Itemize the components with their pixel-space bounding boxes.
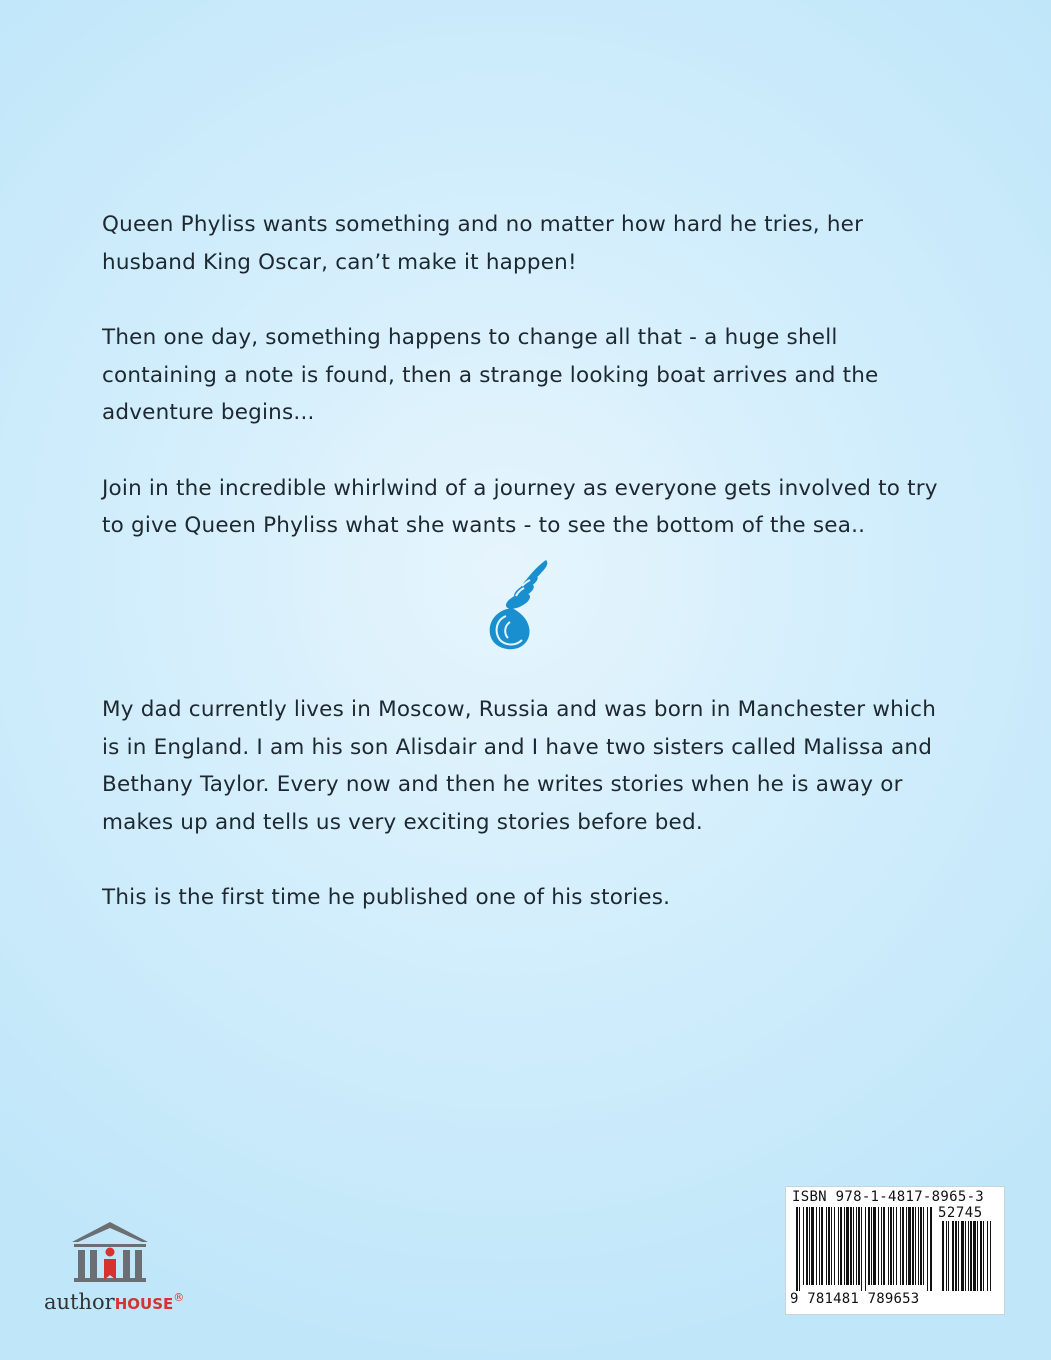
blurb-paragraph: Then one day, something happens to change all that - a huge shell containing a note is found, then a strange looking boat arrives and the adventure begins...: [102, 325, 879, 425]
barcode-bar: [902, 1207, 904, 1285]
barcode-addon-bar: [948, 1221, 949, 1291]
barcode-bar: [908, 1207, 911, 1285]
barcode-digits: 9 781481 789653: [790, 1291, 920, 1307]
barcode-bar: [816, 1207, 817, 1285]
barcode-addon-bar: [977, 1221, 978, 1291]
seashell-icon: [484, 558, 564, 654]
barcode-bar: [871, 1207, 872, 1285]
barcode-addon-bar: [968, 1221, 969, 1291]
barcode-bar: [828, 1207, 830, 1285]
publisher-name: [44, 1290, 184, 1314]
barcode-bar: [915, 1207, 916, 1285]
barcode-addon-bar: [973, 1221, 976, 1291]
publisher-name-part1: author: [44, 1290, 115, 1314]
blurb-paragraph: Join in the incredible whirlwind of a journey as everyone gets involved to try to give Queen Phyliss what she wants - to see the bottom of the sea..: [102, 475, 938, 538]
barcode-bar: [888, 1207, 889, 1285]
isbn-number: ISBN 978-1-4817-8965-3: [792, 1189, 985, 1205]
barcode-addon-bar: [990, 1221, 991, 1291]
barcode-bar: [906, 1207, 907, 1285]
blurb-text: [102, 206, 950, 583]
barcode-addon-bar: [983, 1221, 984, 1291]
barcode-bar: [846, 1207, 849, 1285]
barcode-bar: [923, 1207, 924, 1285]
barcode-bar: [844, 1207, 845, 1285]
blurb-paragraph: Queen Phyliss wants something and no matter how hard he tries, her husband King Oscar, can’t make it happen!: [102, 212, 864, 275]
publisher-name-part2: HOUSE: [114, 1295, 174, 1313]
author-note: [102, 691, 950, 955]
barcode-bar: [806, 1207, 808, 1285]
barcode-addon-bar: [980, 1221, 982, 1291]
barcode-bar: [900, 1207, 901, 1285]
barcode-bar: [799, 1207, 800, 1291]
barcode-bar: [881, 1207, 882, 1285]
barcode-bar: [912, 1207, 914, 1285]
barcode-bar: [918, 1207, 919, 1285]
barcode-bar: [821, 1207, 823, 1285]
barcode-addon-bar: [942, 1221, 944, 1291]
barcode-addon-bar: [970, 1221, 972, 1291]
author-paragraph: This is the first time he published one of his stories.: [102, 885, 671, 910]
barcode-bar: [861, 1207, 862, 1291]
barcode-addon: 52745: [938, 1205, 983, 1221]
barcode-bar: [803, 1207, 804, 1285]
barcode-bar: [826, 1207, 827, 1285]
barcode-bar: [838, 1207, 839, 1285]
barcode-bar: [896, 1207, 897, 1285]
barcode-bar: [865, 1207, 866, 1291]
barcode-bar: [920, 1207, 922, 1285]
barcode-bar: [853, 1207, 854, 1285]
publisher-logo: [44, 1220, 204, 1320]
barcode-bar: [819, 1207, 820, 1285]
registered-mark: ®: [173, 1291, 185, 1304]
barcode-bar: [850, 1207, 852, 1285]
isbn-barcode: [785, 1186, 1005, 1315]
barcode-bar: [858, 1207, 860, 1285]
barcode-bar: [890, 1207, 892, 1285]
barcode-bar: [930, 1207, 932, 1291]
barcode-bar: [834, 1207, 835, 1285]
barcode-addon-bar: [946, 1221, 947, 1291]
barcode-bar: [868, 1207, 870, 1285]
barcode-addon-bar: [955, 1221, 957, 1291]
barcode-bar: [811, 1207, 814, 1285]
barcode-addon-bar: [958, 1221, 959, 1291]
barcode-bar: [840, 1207, 842, 1285]
library-building-icon: [68, 1220, 152, 1284]
barcode-addon-bar: [952, 1221, 954, 1291]
barcode-addon-bar: [987, 1221, 988, 1291]
barcode-bar: [883, 1207, 885, 1285]
barcode-bar: [893, 1207, 894, 1285]
barcode-bar: [873, 1207, 876, 1285]
barcode-bar: [809, 1207, 810, 1285]
barcode-bar: [856, 1207, 857, 1285]
barcode-bar: [831, 1207, 832, 1285]
author-paragraph: My dad currently lives in Moscow, Russia and was born in Manchester which is in England. I am his son Alisdair and I have two sisters called Malissa and Bethany Taylor. Every now and then he writes stories when he is away or makes up and tells us very exciting stories before bed.: [102, 697, 937, 835]
barcode-addon-bar: [965, 1221, 966, 1291]
barcode-addon-bar: [961, 1221, 964, 1291]
barcode-bar: [927, 1207, 928, 1291]
barcode-bar: [878, 1207, 879, 1285]
barcode-bar: [796, 1207, 798, 1291]
